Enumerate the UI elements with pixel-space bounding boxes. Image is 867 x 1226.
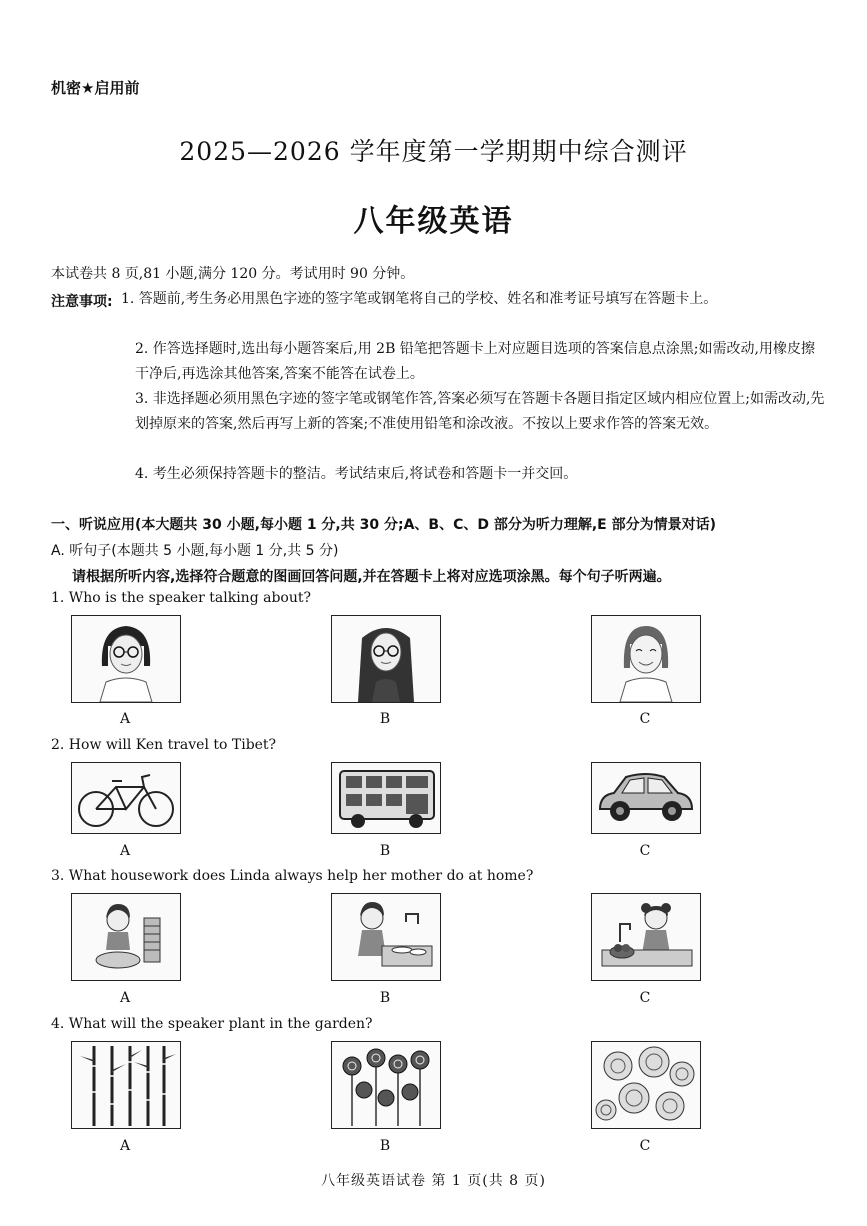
q3-option-c-image: [591, 893, 701, 981]
q2-option-c-image: [591, 762, 701, 834]
girl-washing-clothes-picture: [72, 894, 180, 980]
q3-option-b-label: B: [379, 990, 391, 1006]
roses-picture: [332, 1042, 440, 1128]
q2-option-a-label: A: [119, 843, 131, 859]
girl-washing-dishes-picture: [332, 894, 440, 980]
confidential-label: 机密★启用前: [51, 79, 140, 97]
section-heading: 一、听说应用(本大题共 30 小题,每小题 1 分,共 30 分;A、B、C、D 部分为听力理解,E 部分为情景对话): [51, 517, 717, 533]
woman-short-hair-glasses-picture: [72, 616, 180, 702]
q4-option-a-label: A: [119, 1138, 131, 1154]
question-1-text: 1. Who is the speaker talking about?: [51, 590, 311, 606]
instruction-text: 请根据所听内容,选择符合题意的图画回答问题,并在答题卡上将对应选项涂黑。每个句子听两遍。: [72, 569, 671, 585]
bus-picture: [332, 763, 440, 833]
q4-option-c-image: [591, 1041, 701, 1129]
page-footer: 八年级英语试卷 第 1 页(共 8 页): [321, 1173, 546, 1189]
q1-option-b-image: [331, 615, 441, 703]
q1-option-a-label: A: [119, 711, 131, 727]
exam-intro: 本试卷共 8 页,81 小题,满分 120 分。考试用时 90 分钟。: [51, 266, 415, 282]
question-2-text: 2. How will Ken travel to Tibet?: [51, 737, 277, 753]
girl-washing-vegetables-picture: [592, 894, 700, 980]
q1-option-b-label: B: [379, 711, 391, 727]
q4-option-a-image: [71, 1041, 181, 1129]
woman-short-hair-smiling-picture: [592, 616, 700, 702]
q3-option-b-image: [331, 893, 441, 981]
woman-long-hair-glasses-picture: [332, 616, 440, 702]
bamboo-picture: [72, 1042, 180, 1128]
q2-option-b-image: [331, 762, 441, 834]
question-4-text: 4. What will the speaker plant in the garden?: [51, 1016, 373, 1032]
q2-option-c-label: C: [639, 843, 651, 859]
part-a-heading: A. 听句子(本题共 5 小题,每小题 1 分,共 5 分): [51, 543, 339, 559]
note-item: 2. 作答选择题时,选出每小题答案后,用 2B 铅笔把答题卡上对应题目选项的答案信息点涂黑;如需改动,用橡皮擦干净后,再选涂其他答案,答案不能答在试卷上。: [135, 341, 815, 382]
q4-option-c-label: C: [639, 1138, 651, 1154]
question-3-text: 3. What housework does Linda always help her mother do at home?: [51, 868, 534, 884]
q3-option-c-label: C: [639, 990, 651, 1006]
note-item: 1. 答题前,考生务必用黑色字迹的签字笔或钢笔将自己的学校、姓名和准考证号填写在答题卡上。: [121, 291, 718, 307]
notes-label: 注意事项:: [51, 294, 113, 310]
q1-option-c-label: C: [639, 711, 651, 727]
q1-option-c-image: [591, 615, 701, 703]
q3-option-a-image: [71, 893, 181, 981]
q3-option-a-label: A: [119, 990, 131, 1006]
q4-option-b-label: B: [379, 1138, 391, 1154]
exam-title: 2025—2026 学年度第一学期期中综合测评: [179, 137, 688, 166]
q4-option-b-image: [331, 1041, 441, 1129]
q1-option-a-image: [71, 615, 181, 703]
bicycle-picture: [72, 763, 180, 833]
q2-option-a-image: [71, 762, 181, 834]
car-picture: [592, 763, 700, 833]
note-item: 4. 考生必须保持答题卡的整洁。考试结束后,将试卷和答题卡一并交回。: [135, 466, 578, 482]
exam-subtitle: 八年级英语: [353, 204, 514, 239]
peonies-picture: [592, 1042, 700, 1128]
q2-option-b-label: B: [379, 843, 391, 859]
note-item: 3. 非选择题必须用黑色字迹的签字笔或钢笔作答,答案必须写在答题卡各题目指定区域内相应位置上;如需改动,先划掉原来的答案,然后再写上新的答案;不准使用铅笔和涂改液。不按以上要求作答的答案无效。: [135, 391, 825, 432]
